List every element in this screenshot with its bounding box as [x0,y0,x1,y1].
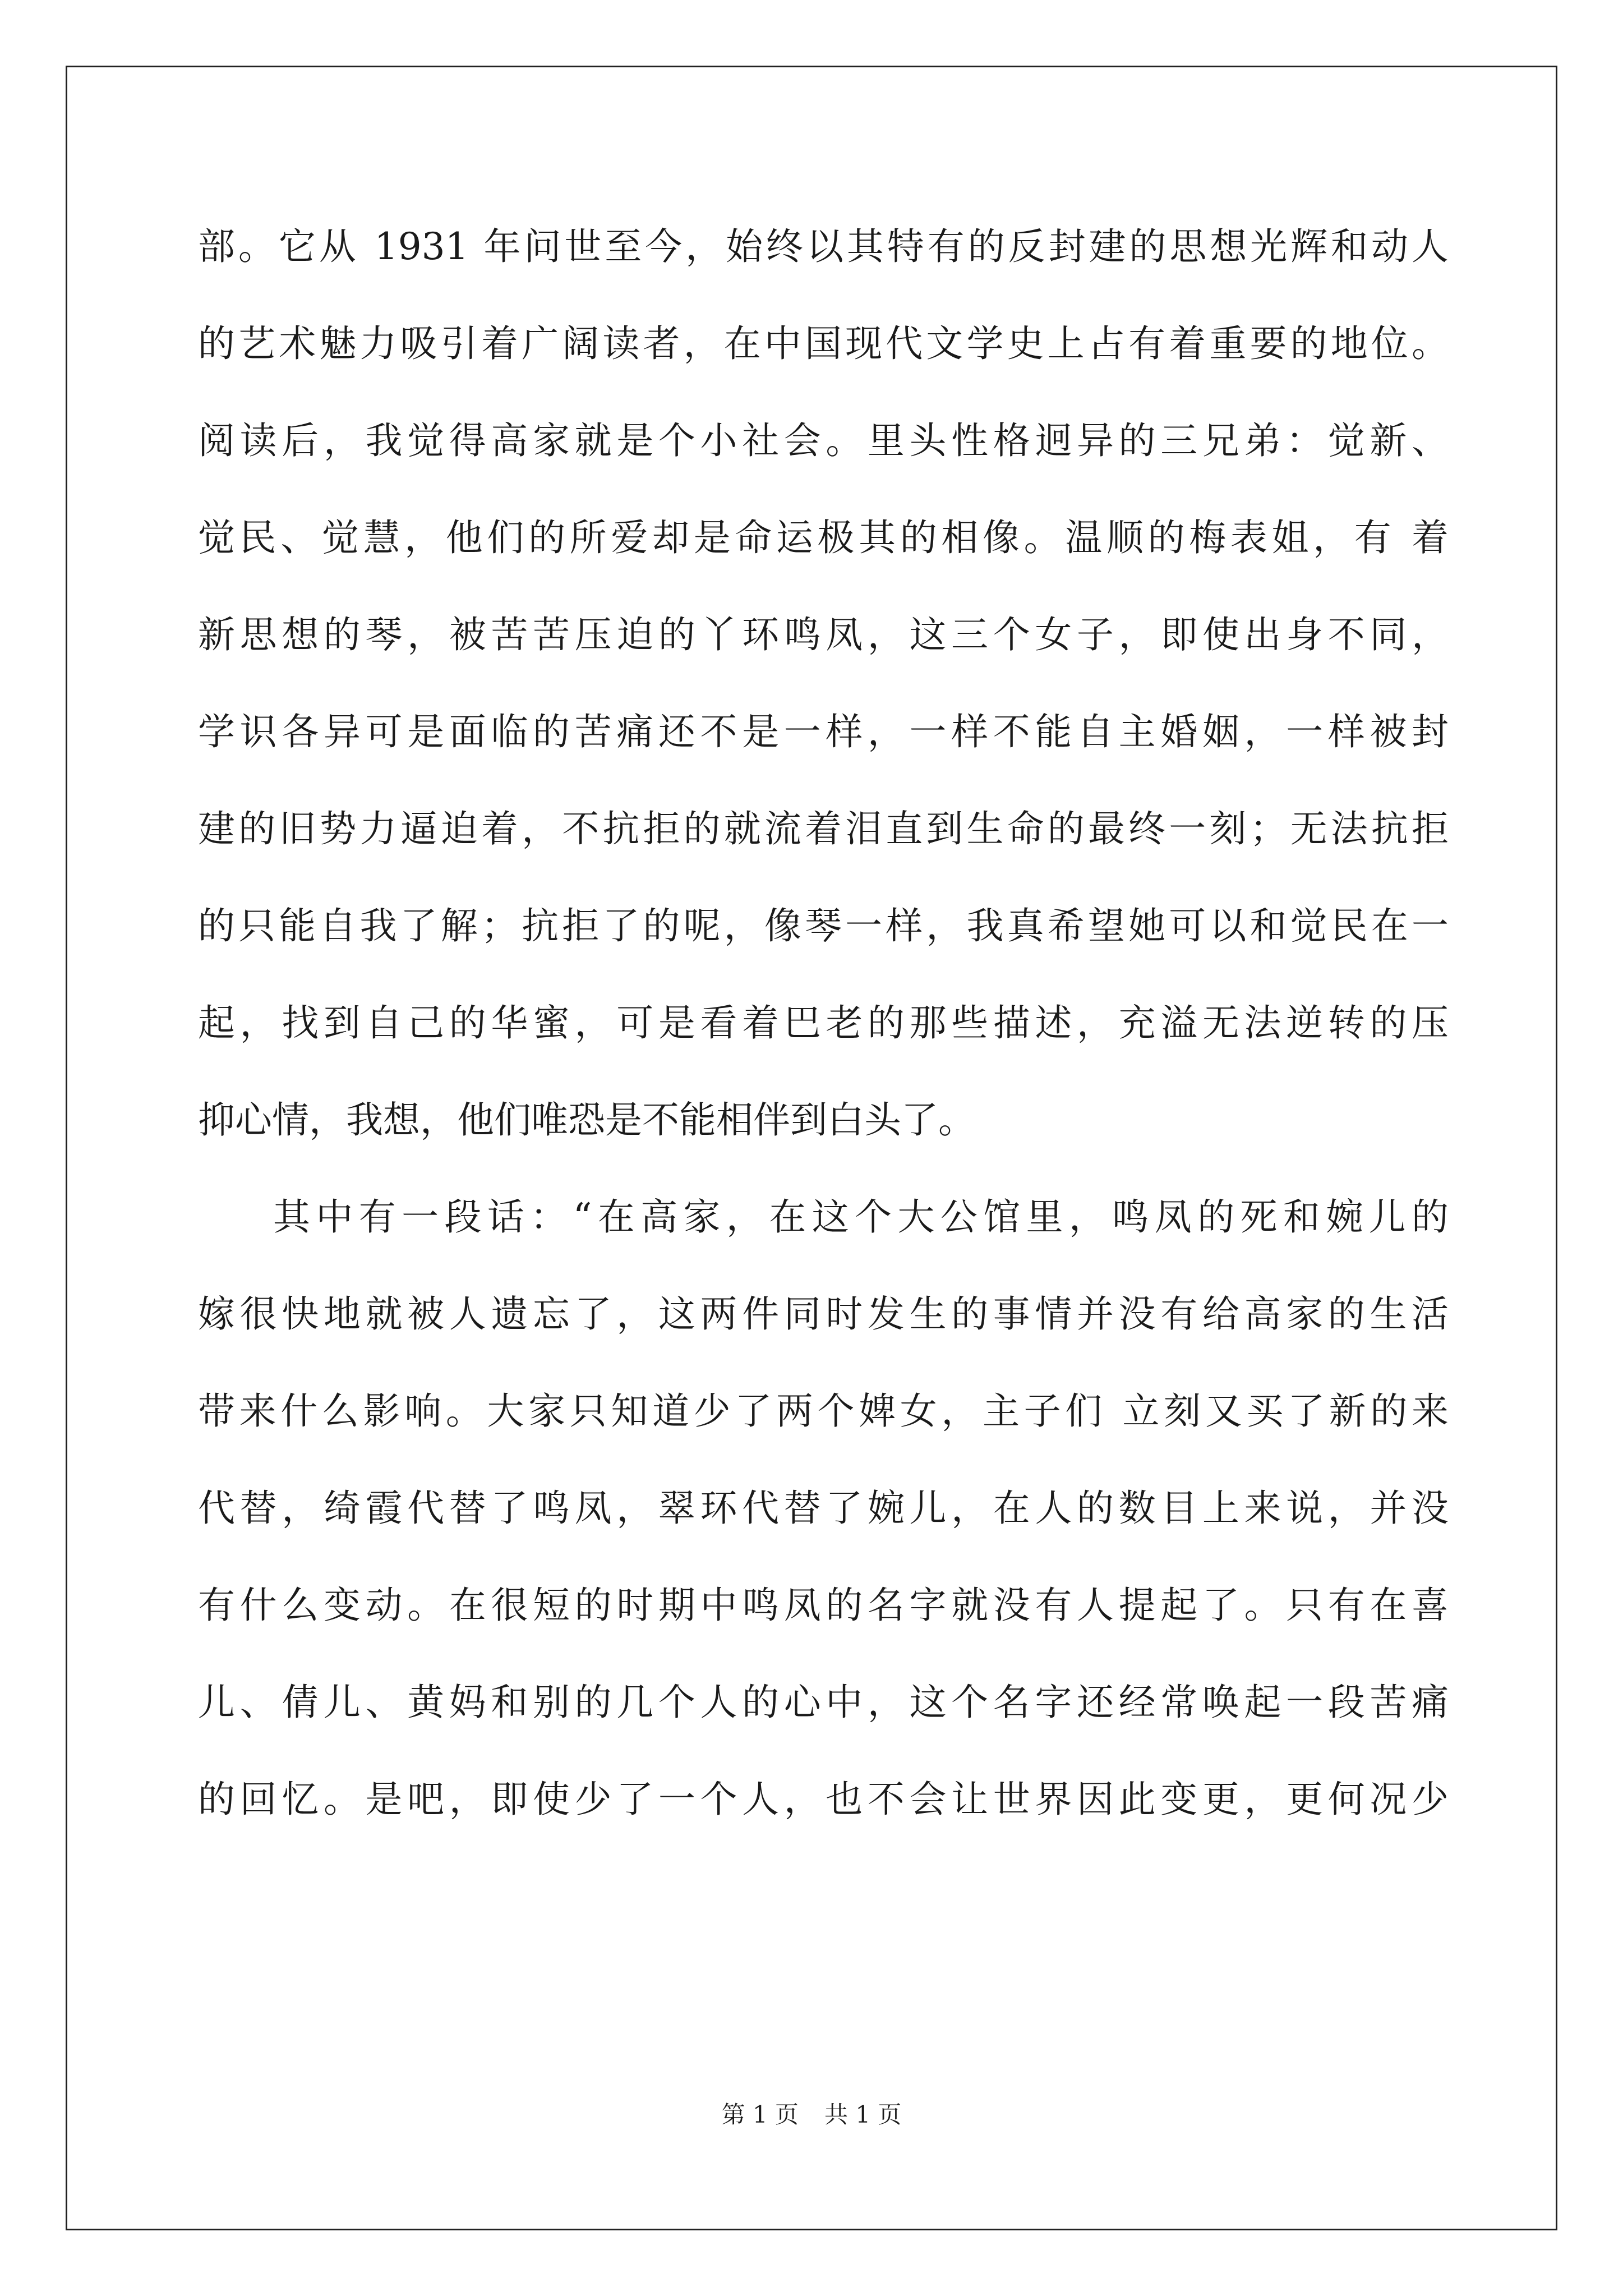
text-line: 的艺术魅力吸引着广阔读者，在中国现代文学史上占有着重要的地位。 [198,322,1449,365]
text-line: 阅读后，我觉得高家就是个小社会。里头性格迥异的三兄弟：觉新、 [198,419,1449,462]
text-line: 带来什么影响。大家只知道少了两个婢女，主子们 立刻又买了新的来 [198,1389,1449,1433]
text-line: 建的旧势力逼迫着，不抗拒的就流着泪直到生命的最终一刻；无法抗拒 [198,807,1449,850]
page-footer [0,2098,1623,2132]
text-line: 起，找到自己的华蜜，可是看着巴老的那些描述，充溢无法逆转的压 [198,1001,1449,1045]
text-line: 其中有一段话：“在高家，在这个大公馆里，鸣凤的死和婉儿的 [273,1195,1449,1239]
text-line: 代替，绮霞代替了鸣凤，翠环代替了婉儿，在人的数目上来说，并没 [198,1487,1449,1530]
text-line: 儿、倩儿、黄妈和别的几个人的心中，这个名字还经常唤起一段苦痛 [198,1681,1449,1724]
page-total: 共 1 页 [824,2101,902,2128]
text-line: 学识各异可是面临的苦痛还不是一样，一样不能自主婚姻，一样被封 [198,710,1449,753]
text-line: 的只能自我了解；抗拒了的呢，像琴一样，我真希望她可以和觉民在一 [198,904,1449,947]
text-line: 觉民、觉慧，他们的所爱却是命运极其的相像。温顺的梅表姐，有 着 [198,516,1449,559]
text-line: 有什么变动。在很短的时期中鸣凤的名字就没有人提起了。只有在喜 [198,1584,1449,1627]
text-line: 嫁很快地就被人遗忘了，这两件同时发生的事情并没有给高家的生活 [198,1292,1449,1336]
text-line: 新思想的琴，被苦苦压迫的丫环鸣凤，这三个女子，即使出身不同， [198,613,1449,656]
page-number: 第 1 页 [721,2101,799,2128]
text-line: 部。它从 1931 年问世至今，始终以其特有的反封建的思想光辉和动人 [198,225,1449,268]
text-line: 的回忆。是吧，即使少了一个人，也不会让世界因此变更，更何况少 [198,1778,1449,1821]
text-line: 抑心情，我想，他们唯恐是不能相伴到白头了。 [198,1098,975,1142]
